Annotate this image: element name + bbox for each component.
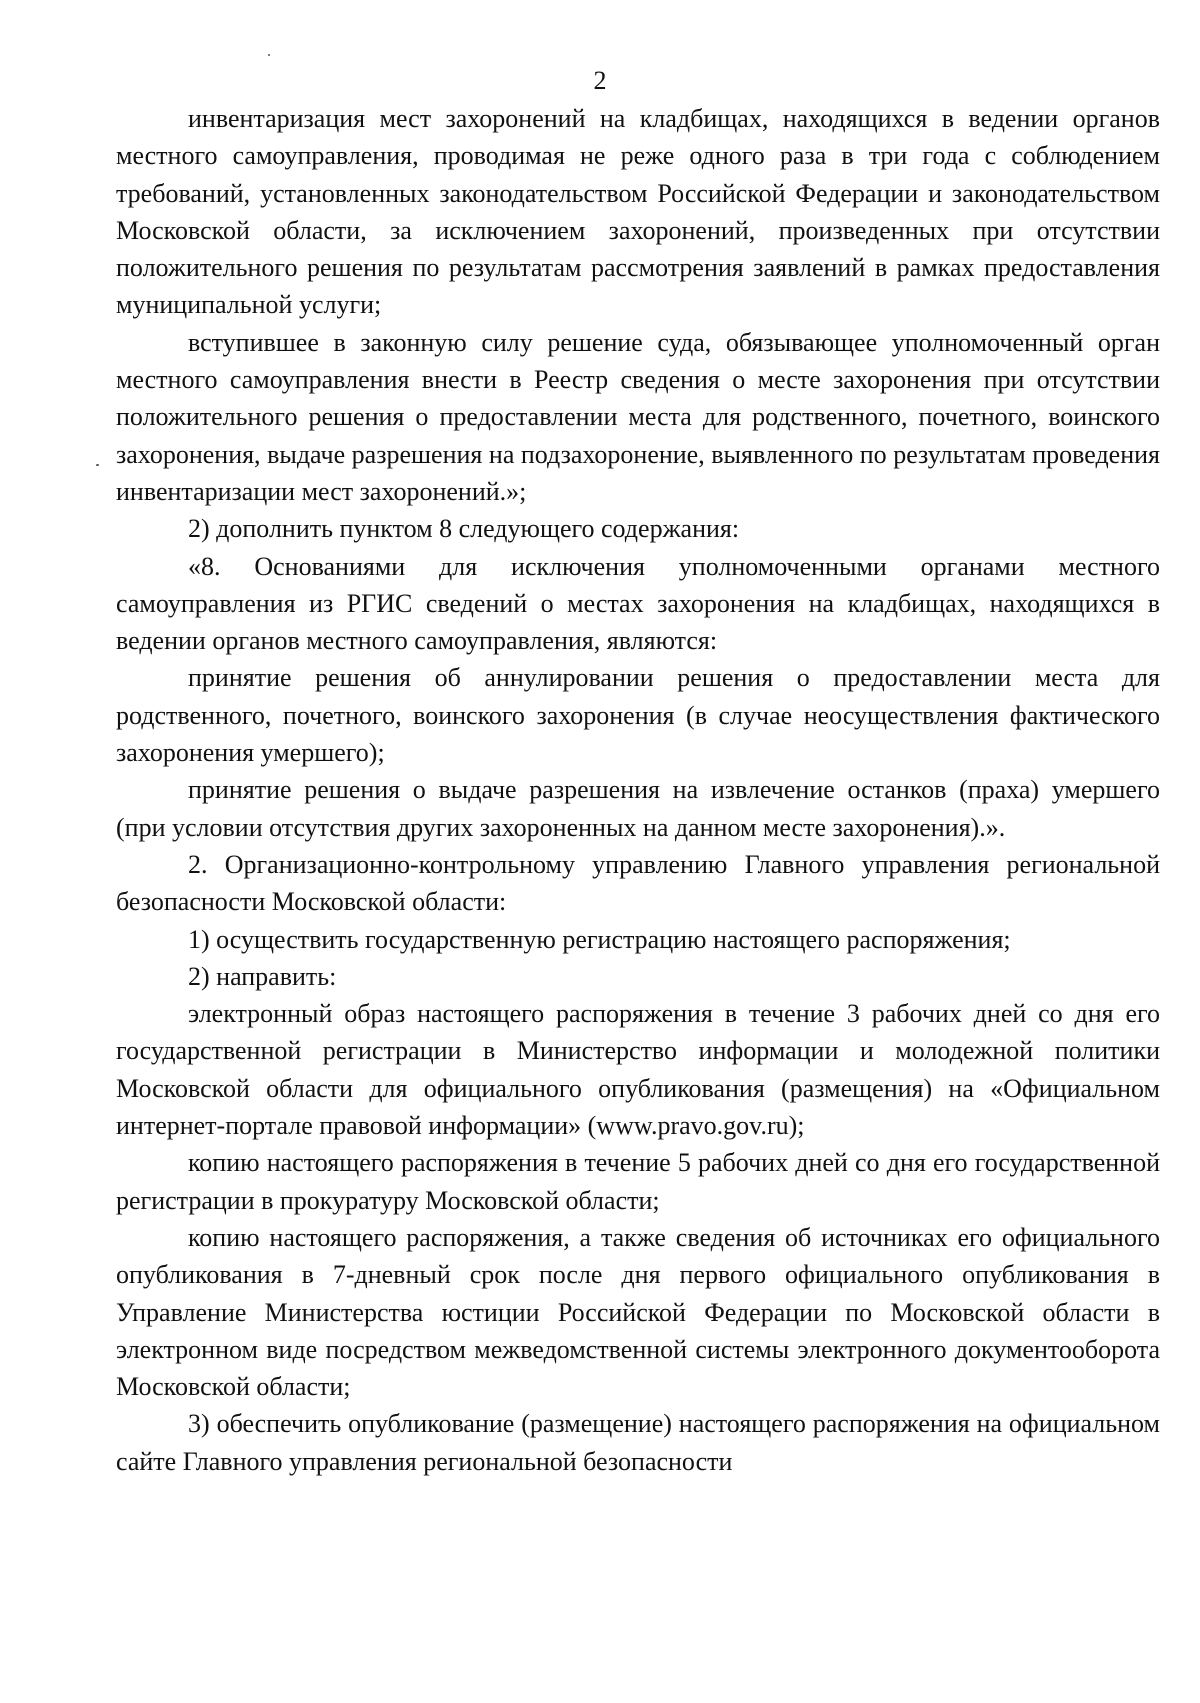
page-number: 2 <box>593 66 607 95</box>
paragraph-clause-8-grounds: «8. Основаниями для исключения уполномоченными органами местного самоуправления из РГИС сведений о местах захоронения на кладбищах, находящихся в ведении органов местного самоуправления, являются: <box>116 551 1160 656</box>
scan-speck <box>96 464 99 466</box>
scan-speck <box>268 54 270 56</box>
paragraph-section-2: 2. Организационно-контрольному управлению Главного управления региональной безопасности Московской области: <box>116 849 1160 917</box>
paragraph-annulment: принятие решения об аннулировании решения о предоставлении места для родственного, почетного, воинского захоронения (в случае неосуществления фактического захоронения умершего); <box>116 663 1160 768</box>
paragraph-inventory: инвентаризация мест захоронений на кладбищах, находящихся в ведении органов местного самоуправления, проводимая не реже одного раза в три года с соблюдением требований, установленных законодательством Российской Федерации и законодательством Московской области, за исключением захоронений, произведенных при отсутствии положительного решения по результатам рассмотрения заявлений в рамках предоставления муниципальной услуги; <box>116 104 1160 320</box>
paragraph-send: 2) направить: <box>188 961 337 991</box>
paragraph-justice-ministry-copy: копию настоящего распоряжения, а также сведения об источниках его официального опубликования в 7-дневный срок после дня первого официального опубликования в Управление Министерства юстиции Российской Федерации по Московской области в электронном виде посредством межведомственной системы электронного документооборота Московской области; <box>116 1222 1160 1402</box>
paragraph-registration: 1) осуществить государственную регистрацию настоящего распоряжения; <box>188 924 1011 954</box>
paragraph-electronic-copy: электронный образ настоящего распоряжения в течение 3 рабочих дней со дня его государственной регистрации в Министерство информации и молодежной политики Московской области для официального опубликования (размещения) на «Официальном интернет-портале правовой информации» (www.pravo.gov.ru); <box>116 999 1160 1141</box>
paragraph-add-clause-8: 2) дополнить пунктом 8 следующего содержания: <box>188 514 740 544</box>
paragraph-exhumation: принятие решения о выдаче разрешения на извлечение останков (праха) умершего (при условии отсутствия других захороненных на данном месте захоронения).». <box>116 775 1160 842</box>
paragraph-publication: 3) обеспечить опубликование (размещение) настоящего распоряжения на официальном сайте Главного управления региональной безопасности <box>116 1409 1160 1476</box>
paragraph-prosecutor-copy: копию настоящего распоряжения в течение 5 рабочих дней со дня его государственной регистрации в прокуратуру Московской области; <box>116 1148 1160 1215</box>
paragraph-court-decision: вступившее в законную силу решение суда, обязывающее уполномоченный орган местного самоуправления внести в Реестр сведения о месте захоронения при отсутствии положительного решения о предоставлении места для родственного, почетного, воинского захоронения, выдаче разрешения на подзахоронение, выявленного по результатам проведения инвентаризации мест захоронений.»; <box>116 327 1160 506</box>
document-body <box>116 100 1160 1480</box>
